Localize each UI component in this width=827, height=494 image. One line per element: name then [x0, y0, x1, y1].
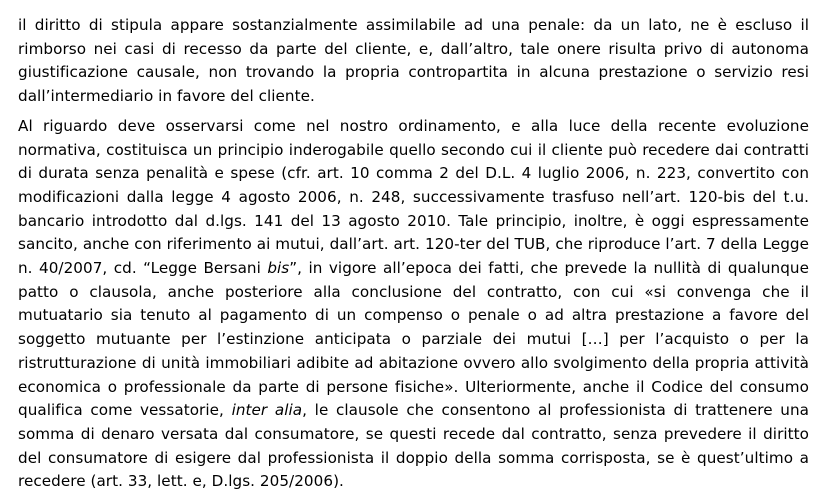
paragraph-2-italic-bis: bis [267, 259, 290, 278]
paragraph-2-italic-inter-alia: inter alia [231, 401, 303, 420]
paragraph-2-segment-1: Al riguardo deve osservarsi come nel nostro ordinamento, e alla luce della recente evoluzione normativa, costituisca un principio inderogabile quello secondo cui il cliente può recedere dai contratti di durata senza penalità e spese (cfr. art. 10 comma 2 del D.L. 4 luglio 2006, n. 223, convertito con modificazioni dalla legge 4 agosto 2006, n. 248, successivamente trasfuso nell’art. 120-bis del t.u. bancario introdotto dal d.lgs. 141 del 13 agosto 2010. Tale principio, inoltre, è oggi espressamente sancito, anche con riferimento ai mutui, dall’art. art. 120-ter del TUB, che riproduce l’art. 7 della Legge n. 40/2007, cd. “Legge Bersani [18, 116, 809, 278]
paragraph-2-segment-2: ”, in vigore all’epoca dei fatti, che prevede la nullità di qualunque patto o clausola, anche posteriore alla conclusione del contratto, con cui «si convenga che il mutuatario sia tenuto al pagamento di un compenso o penale o ad altra prestazione a favore del soggetto mutuante per l’estinzione anticipata o parziale dei mutui […] per l’acquisto o per la ristrutturazione di unità immobiliari adibite ad abitazione ovvero allo svolgimento della propria attività economica o professionale da parte di persone fisiche». Ulteriormente, anche il Codice del consumo qualifica come vessatorie, [18, 259, 809, 420]
paragraph-2-segment-3: , le clausole che consentono al professionista di trattenere una somma di denaro versata dal consumatore, se questi recede dal contratto, senza prevedere il diritto del consumatore di esigere dal professionista il doppio della somma corrisposta, se è quest’ultimo a recedere (art. 33, lett. e, D.lgs. 205/2006). [18, 401, 809, 491]
paragraph-2 [18, 115, 809, 494]
paragraph-1: il diritto di stipula appare sostanzialmente assimilabile ad una penale: da un lato, ne è escluso il rimborso nei casi di recesso da parte del cliente, e, dall’altro, tale onere risulta privo di autonoma giustificazione causale, non trovando la propria contropartita in alcuna prestazione o servizio resi dall’intermediario in favore del cliente. [18, 16, 809, 106]
